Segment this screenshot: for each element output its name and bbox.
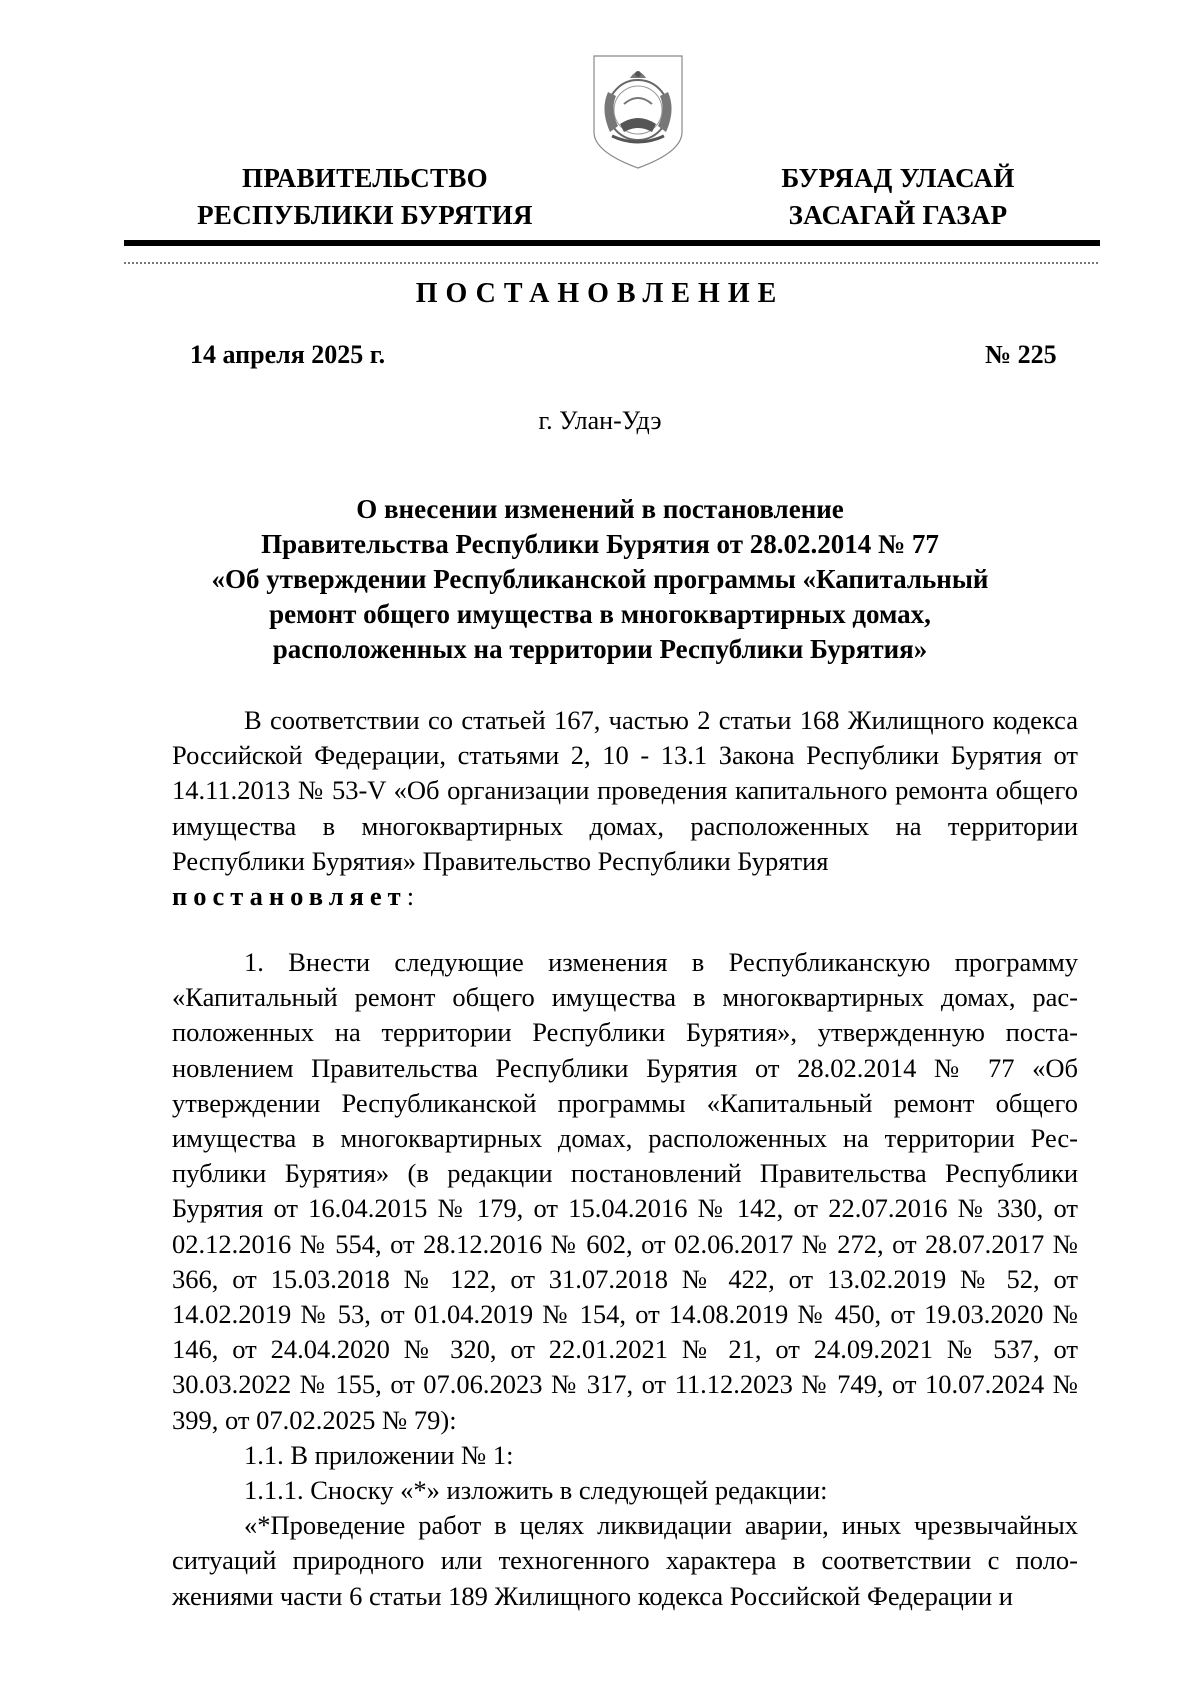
preamble-paragraph	[172, 703, 1078, 914]
preamble-text-block	[172, 703, 1078, 914]
document-title	[150, 492, 1050, 667]
decree-colon: :	[406, 881, 415, 912]
header-rule-thin	[124, 262, 1100, 264]
header-right-line2: ЗАСАГАЙ ГАЗАР	[788, 200, 1008, 230]
title-line4: ремонт общего имущества в многоквартирных домах,	[269, 599, 931, 629]
item-1-1-1: 1.1.1. Сноску «*» изложить в следующей редакции:	[244, 1475, 828, 1506]
title-line2: Правительства Республики Бурятия от 28.02.2014 № 77	[261, 529, 939, 559]
header-left-line1: ПРАВИТЕЛЬСТВО	[242, 163, 488, 193]
title-line3: «Об утверждении Республиканской программы «Капитальный	[211, 564, 989, 594]
document-type: ПОСТАНОВЛЕНИЕ	[415, 278, 785, 309]
document-date: 14 апреля 2025 г.	[190, 340, 386, 369]
document-number: № 225	[985, 340, 1057, 369]
items-block	[172, 945, 1078, 1614]
header-right-line1: БУРЯАД УЛАСАЙ	[781, 163, 1015, 193]
title-line1: О внесении изменений в постановление	[356, 494, 844, 524]
footnote-quote: «*Проведение работ в целях ликвидации аварии, иных чрезвычайных ситуаций природного или техногенного характера в соответствии с положениями части 6 статьи 189 Жилищного кодекса Российской Федерации и	[172, 1510, 1078, 1611]
title-line5: расположенных на территории Республики Бурятия»	[272, 634, 928, 664]
preamble-text: В соответствии со статьей 167, частью 2 статьи 168 Жилищного кодекса Российской Федерации, статьями 2, 10 - 13.1 Закона Республики Бурятия от 14.11.2013 № 53-V «Об организации проведения капитального ремонта общего имущества в многоквартирных домах, расположенных на территории Республики Бурятия» Правительство Республики Бурятия	[172, 705, 1078, 876]
decree-word: постановляет	[172, 881, 407, 912]
item-1: 1. Внести следующие изменения в Республиканскую программу «Капитальный ремонт общего имущества в многоквартирных домах, расположенных на территории Республики Бурятия», утвержденную постановлением Правительства Республики Бурятия от 28.02.2014 № 77 «Об утверждении Республиканской программы «Капитальный ремонт общего имущества в многоквартирных домах, расположенных на территории Республики Бурятия» (в редакции постановлений Правительства Республики Бурятия от 16.04.2015 № 179, от 15.04.2016 № 142, от 22.07.2016 № 330, от 02.12.2016 № 554, от 28.12.2016 № 602, от 02.06.2017 № 272, от 28.07.2017 № 366, от 15.03.2018 № 122, от 31.07.2018 № 422, от 13.02.2019 № 52, от 14.02.2019 № 53, от 01.04.2019 № 154, от 14.08.2019 № 450, от 19.03.2020 № 146, от 24.04.2020 № 320, от 22.01.2021 № 21, от 24.09.2021 № 537, от 30.03.2022 № 155, от 07.06.2023 № 317, от 11.12.2023 № 749, от 10.07.2024 № 399, от 07.02.2025 № 79):	[172, 947, 1078, 1435]
header-rule-thick	[124, 240, 1100, 246]
item-1-1: 1.1. В приложении № 1:	[244, 1439, 514, 1470]
header-left-line2: РЕСПУБЛИКИ БУРЯТИЯ	[197, 200, 533, 230]
government-name-buryat	[748, 160, 1048, 234]
document-city: г. Улан-Удэ	[538, 406, 662, 435]
government-name-russian	[170, 160, 560, 234]
coat-of-arms-icon	[590, 52, 686, 170]
